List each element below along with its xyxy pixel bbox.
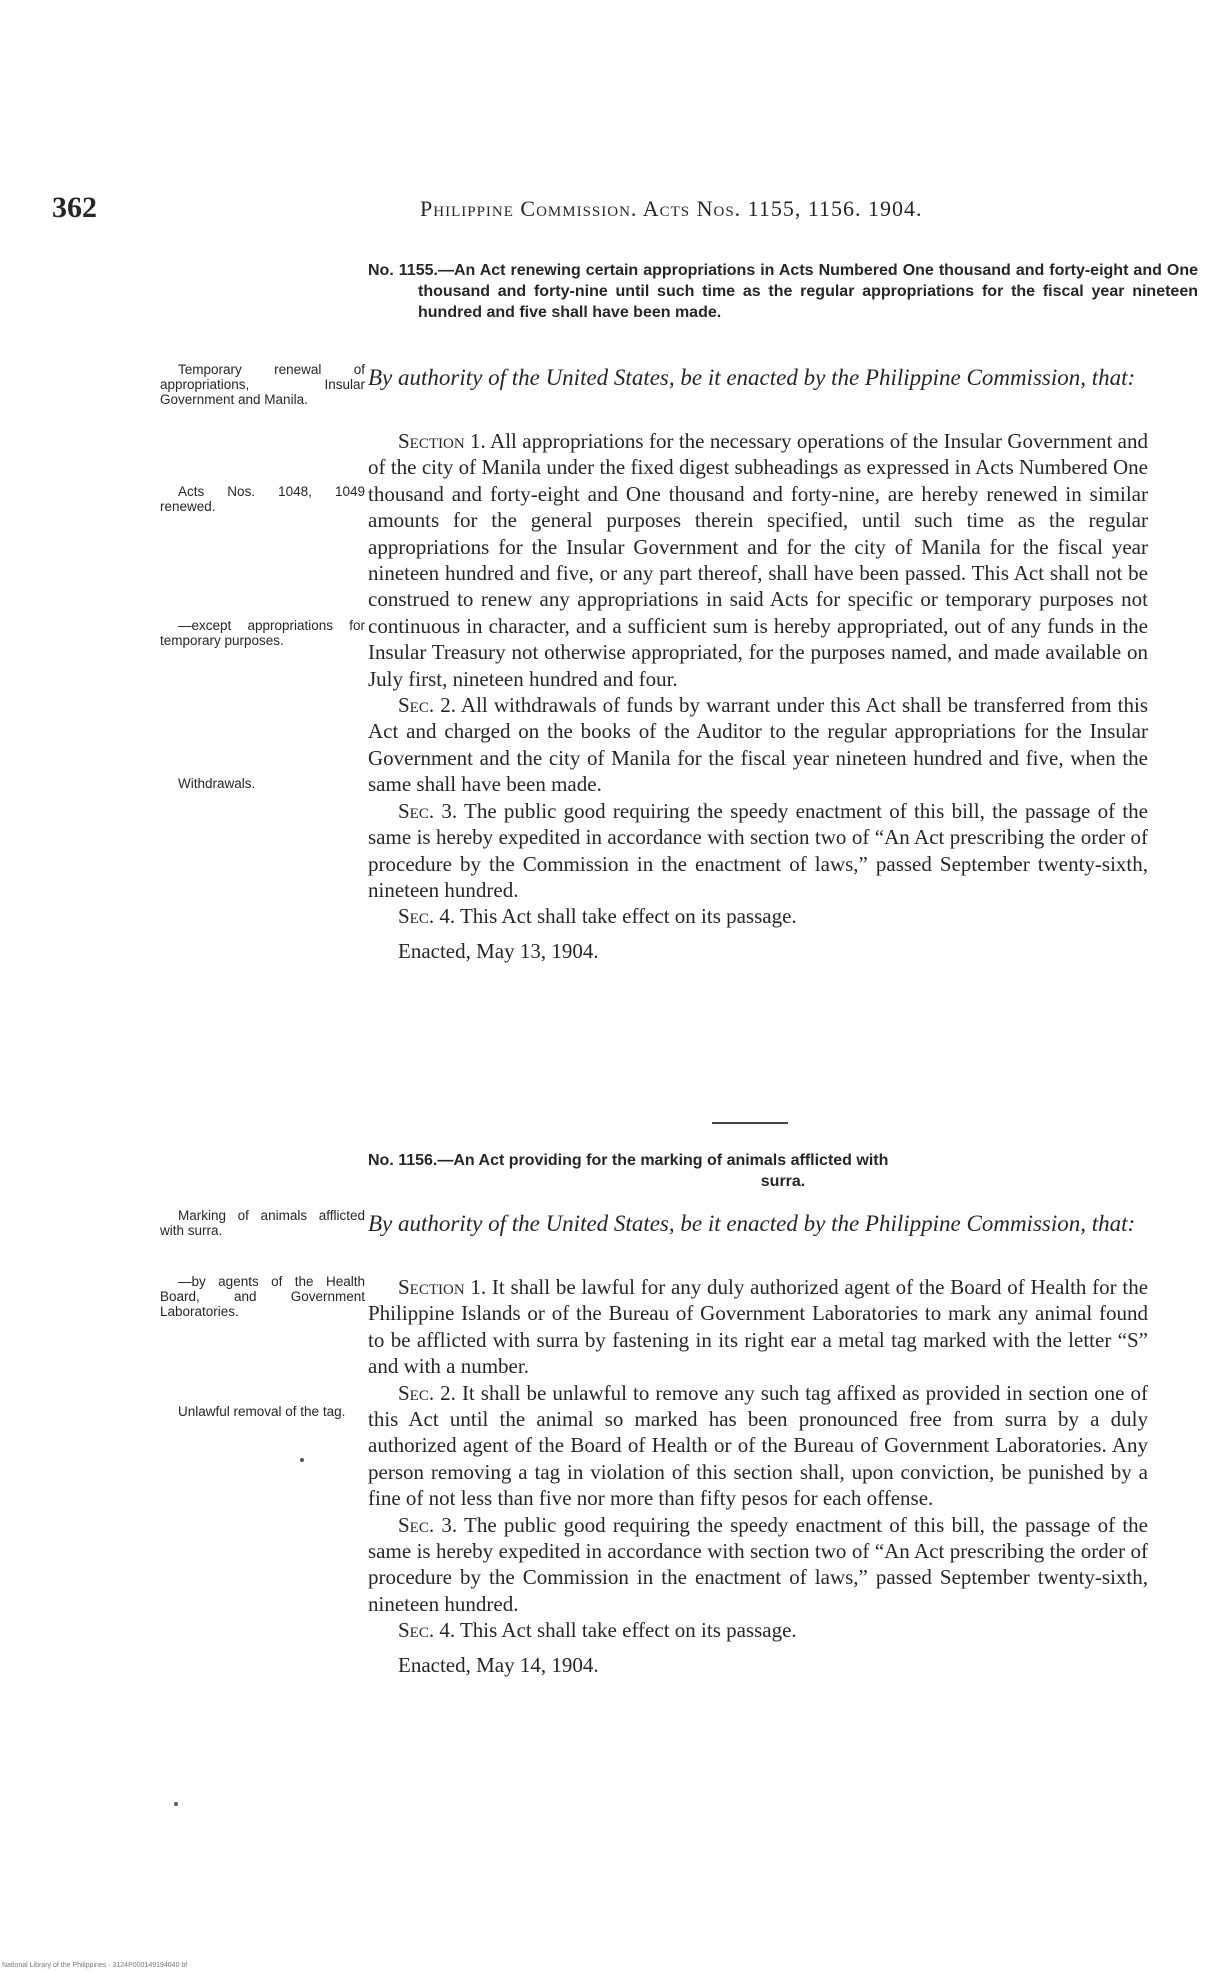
section-label: Sec. 4. xyxy=(398,1618,456,1643)
act-1156-body xyxy=(368,1274,1148,1678)
section-divider xyxy=(712,1122,788,1124)
margin-note-by-agents: —by agents of the Health Board, and Government Laboratories. xyxy=(160,1274,365,1319)
section-text: It shall be lawful for any duly authorized agent of the Board of Health for the Philippine Islands or of the Bureau of Government Laboratories to mark any animal found to be afflicted with surra by fastening in its right ear a metal tag marked with the letter “S” and with a number. xyxy=(368,1275,1149,1379)
act-1155-body xyxy=(368,428,1148,964)
act-1155-section-3 xyxy=(368,798,1148,904)
section-text: It shall be unlawful to remove any such tag affixed as provided in section one of this Act until the animal so marked has been pronounced free from surra by a duly authorized agent of the Board of Health or of the Bureau of Government Laboratories. Any person removing a tag in violation of this section shall, upon conviction, be punished by a fine of not less than five nor more than fifty pesos for each offense. xyxy=(368,1380,1149,1511)
act-1156-heading xyxy=(368,1150,1198,1192)
act-1155-section-1 xyxy=(368,428,1148,692)
scan-speck xyxy=(300,1458,304,1462)
act-1156-heading-line-2: surra. xyxy=(760,1173,806,1190)
act-1155-enacting-clause: By authority of the United States, be it enacted by the Philippine Commission, that: xyxy=(368,365,1136,390)
act-1155-section-4 xyxy=(368,903,1148,929)
archive-footer-mark: National Library of the Philippines · 3124P000149194040 bf xyxy=(2,1962,188,1969)
act-1156-section-2 xyxy=(368,1380,1148,1512)
section-text: All appropriations for the necessary operations of the Insular Government and of the city of Manila under the fixed digest subheadings as expressed in Acts Numbered One thousand and forty-eight and One thousand and forty-nine, are hereby renewed in similar amounts for the general purposes therein specified, until such time as the regular appropriations for the Insular Government and for the city of Manila for the fiscal year nineteen hundred and five, or any part thereof, shall have been passed. This Act shall not be construed to renew any appropriations in said Acts for specific or temporary purposes not continuous in character, and a sufficient sum is hereby appropriated, out of any funds in the Insular Treasury not otherwise appropriated, for the purposes named, and made available on July first, nineteen hundred and four. xyxy=(368,429,1149,691)
act-1155-section-2 xyxy=(368,692,1148,798)
page-number: 362 xyxy=(52,191,97,224)
margin-note-temporary-renewal: Temporary renewal of appropriations, Insular Government and Manila. xyxy=(160,362,365,407)
section-text: All withdrawals of funds by warrant under this Act shall be transferred from this Act and charged on the books of the Auditor to the regular appropriations for the Insular Government and the city of Manila for the fiscal year nineteen hundred and five, when the same shall have been made. xyxy=(368,693,1148,797)
act-1155-enacted-date: Enacted, May 13, 1904. xyxy=(398,938,599,963)
scan-speck xyxy=(174,1802,178,1806)
section-text: The public good requiring the speedy enactment of this bill, the passage of the same is hereby expedited in accordance with section two of “An Act prescribing the order of procedure by the Commission in the enactment of laws,” passed September twenty-sixth, nineteen hundred. xyxy=(368,1512,1148,1616)
act-1156-enacted-date: Enacted, May 14, 1904. xyxy=(398,1652,599,1677)
section-label: Sec. 3. xyxy=(398,1512,458,1537)
section-label: Sec. 2. xyxy=(398,1380,456,1405)
act-1156-enacting-clause: By authority of the United States, be it enacted by the Philippine Commission, that: xyxy=(368,1211,1136,1236)
margin-note-marking-animals: Marking of animals afflicted with surra. xyxy=(160,1208,365,1238)
section-text: The public good requiring the speedy enactment of this bill, the passage of the same is hereby expedited in accordance with section two of “An Act prescribing the order of procedure by the Commission in the enactment of laws,” passed September twenty-sixth, nineteen hundred. xyxy=(368,798,1148,902)
margin-note-except-appropriations: —except appropriations for temporary purposes. xyxy=(160,618,365,648)
section-label: Sec. 3. xyxy=(398,798,458,823)
section-label: Sec. 4. xyxy=(398,904,456,929)
act-1156-heading-line-1: No. 1156.—An Act providing for the marking of animals afflicted with xyxy=(368,1152,889,1169)
section-text: This Act shall take effect on its passage. xyxy=(459,904,797,929)
margin-note-withdrawals: Withdrawals. xyxy=(178,776,256,791)
section-text: This Act shall take effect on its passage. xyxy=(459,1618,797,1643)
act-1156-section-1 xyxy=(368,1274,1148,1380)
section-label: Section 1. xyxy=(398,429,486,453)
section-label: Section 1. xyxy=(398,1275,487,1299)
margin-note-unlawful-removal: Unlawful removal of the tag. xyxy=(178,1404,346,1419)
running-head: Philippine Commission. Acts Nos. 1155, 1156. 1904. xyxy=(420,196,923,221)
act-1156-section-4 xyxy=(368,1617,1148,1643)
section-label: Sec. 2. xyxy=(398,693,456,718)
margin-note-acts-renewed: Acts Nos. 1048, 1049 renewed. xyxy=(160,484,365,514)
act-1156-section-3 xyxy=(368,1512,1148,1618)
act-1155-heading: No. 1155.—An Act renewing certain appropriations in Acts Numbered One thousand and forty-eight and One thousand and forty-nine until such time as the regular appropriations for the fiscal year nineteen hundred and five shall have been made. xyxy=(368,262,1198,321)
